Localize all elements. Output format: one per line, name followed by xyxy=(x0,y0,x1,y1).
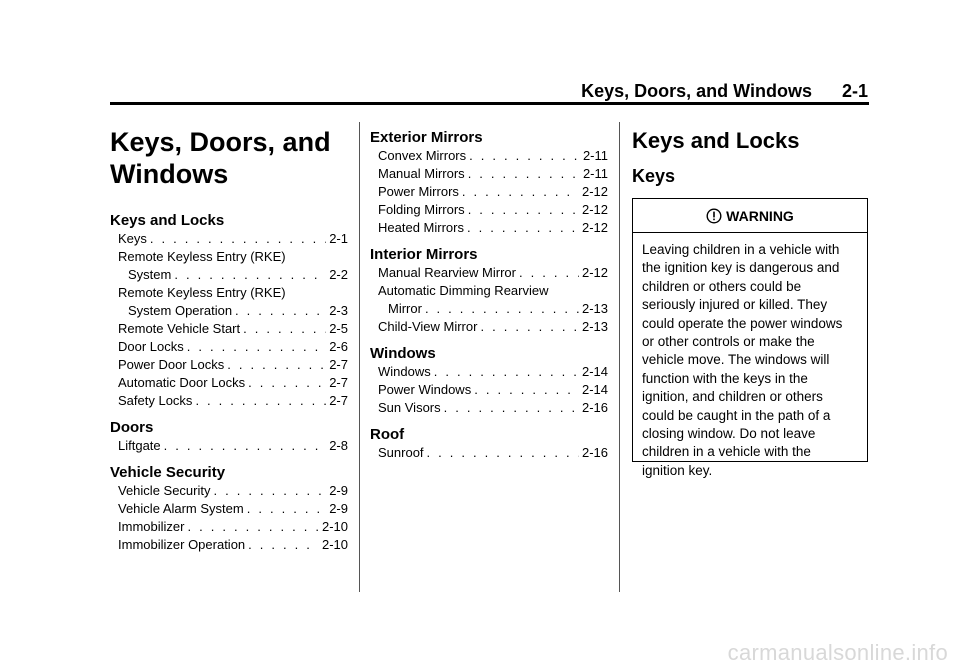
toc-entry[interactable]: Sun Visors . . . 2-16 xyxy=(370,399,608,417)
toc-list-interior-mirrors xyxy=(370,264,608,336)
toc-entry-line2[interactable]: Mirror . . . 2-13 xyxy=(370,300,608,318)
warning-label: WARNING xyxy=(726,207,794,224)
toc-entry[interactable]: Vehicle Security . . . 2-9 xyxy=(110,482,348,500)
toc-list-keys-and-locks xyxy=(110,230,348,410)
toc-entry[interactable]: Heated Mirrors . . . 2-12 xyxy=(370,219,608,237)
warning-line: or other controls or make the xyxy=(642,334,815,350)
warning-line: Leaving children in a vehicle with xyxy=(642,242,840,257)
subsection-heading: Keys xyxy=(632,166,676,186)
warning-line: the ignition key is dangerous and xyxy=(642,260,840,276)
column-divider xyxy=(359,122,360,592)
toc-entry[interactable]: Manual Rearview Mirror . . . 2-12 xyxy=(370,264,608,282)
toc-entry-line2[interactable]: System Operation . . . 2-3 xyxy=(110,302,348,320)
header-title: Keys, Doors, and Windows xyxy=(581,81,812,101)
toc-entry[interactable]: Immobilizer . . . 2-10 xyxy=(110,518,348,536)
toc-entry-line1[interactable]: Remote Keyless Entry (RKE) xyxy=(118,285,286,300)
warning-line: ignition key. xyxy=(642,462,713,478)
toc-list-doors xyxy=(110,437,348,455)
warning-symbol-icon xyxy=(706,208,722,224)
toc-entry[interactable]: Windows . . . 2-14 xyxy=(370,363,608,381)
warning-text xyxy=(633,233,867,480)
header-page-number: 2-1 xyxy=(841,81,868,101)
toc-entry[interactable]: Child-View Mirror . . . 2-13 xyxy=(370,318,608,336)
toc-list-windows xyxy=(370,363,608,417)
toc-entry[interactable]: Vehicle Alarm System . . . 2-9 xyxy=(110,500,348,518)
warning-box xyxy=(632,198,868,478)
toc-column-1 xyxy=(110,212,348,554)
toc-heading-roof: Roof xyxy=(370,426,405,443)
toc-entry-line1[interactable]: Automatic Dimming Rearview xyxy=(378,283,549,298)
toc-entry-line2[interactable]: System . . . 2-2 xyxy=(110,266,348,284)
toc-entry[interactable]: Automatic Door Locks . . . 2-7 xyxy=(110,374,348,392)
toc-heading-exterior-mirrors: Exterior Mirrors xyxy=(370,129,483,146)
toc-entry[interactable]: Sunroof . . . 2-16 xyxy=(370,444,608,462)
toc-entry[interactable]: Keys . . . 2-1 xyxy=(110,230,348,248)
warning-line: closing window. Do not leave xyxy=(642,426,816,442)
toc-heading-keys-and-locks: Keys and Locks xyxy=(110,212,225,229)
toc-entry[interactable]: Convex Mirrors . . . 2-11 xyxy=(370,147,608,165)
toc-entry[interactable]: Manual Mirrors . . . 2-11 xyxy=(370,165,608,183)
toc-entry[interactable]: Door Locks . . . 2-6 xyxy=(110,338,348,356)
toc-entry[interactable]: Power Mirrors . . . 2-12 xyxy=(370,183,608,201)
toc-entry[interactable]: Immobilizer Operation . . . 2-10 xyxy=(110,536,348,554)
toc-heading-interior-mirrors: Interior Mirrors xyxy=(370,246,478,263)
column-divider xyxy=(619,122,620,592)
toc-entry[interactable]: Power Windows . . . 2-14 xyxy=(370,381,608,399)
warning-line: children in a vehicle with the xyxy=(642,444,811,460)
toc-heading-windows: Windows xyxy=(370,345,436,362)
toc-entry[interactable]: Remote Vehicle Start . . . 2-5 xyxy=(110,320,348,338)
toc-entry-line1[interactable]: Remote Keyless Entry (RKE) xyxy=(118,249,286,264)
watermark: carmanualsonline.info xyxy=(727,640,948,665)
warning-line: ignition, and children or others xyxy=(642,389,823,405)
toc-entry[interactable]: Folding Mirrors . . . 2-12 xyxy=(370,201,608,219)
running-header xyxy=(0,81,868,102)
warning-line: could be caught in the path of a xyxy=(642,407,831,423)
toc-entry[interactable]: Liftgate . . . 2-8 xyxy=(110,437,348,455)
toc-heading-vehicle-security: Vehicle Security xyxy=(110,464,226,481)
warning-header xyxy=(633,199,867,233)
chapter-title: Keys, Doors, and Windows xyxy=(110,127,331,189)
warning-line: function with the keys in the xyxy=(642,370,808,386)
warning-line: could operate the power windows xyxy=(642,315,843,331)
toc-list-roof xyxy=(370,444,608,462)
toc-list-exterior-mirrors xyxy=(370,147,608,237)
toc-entry[interactable]: Safety Locks . . . 2-7 xyxy=(110,392,348,410)
toc-list-vehicle-security xyxy=(110,482,348,554)
section-heading: Keys and Locks xyxy=(632,128,800,153)
toc-heading-doors: Doors xyxy=(110,419,154,436)
warning-line: seriously injured or killed. They xyxy=(642,297,828,313)
toc-entry[interactable]: Power Door Locks . . . 2-7 xyxy=(110,356,348,374)
warning-line: children or others could be xyxy=(642,278,802,294)
header-rule xyxy=(110,102,869,105)
warning-line: vehicle move. The windows will xyxy=(642,352,830,368)
toc-column-2 xyxy=(370,129,608,462)
